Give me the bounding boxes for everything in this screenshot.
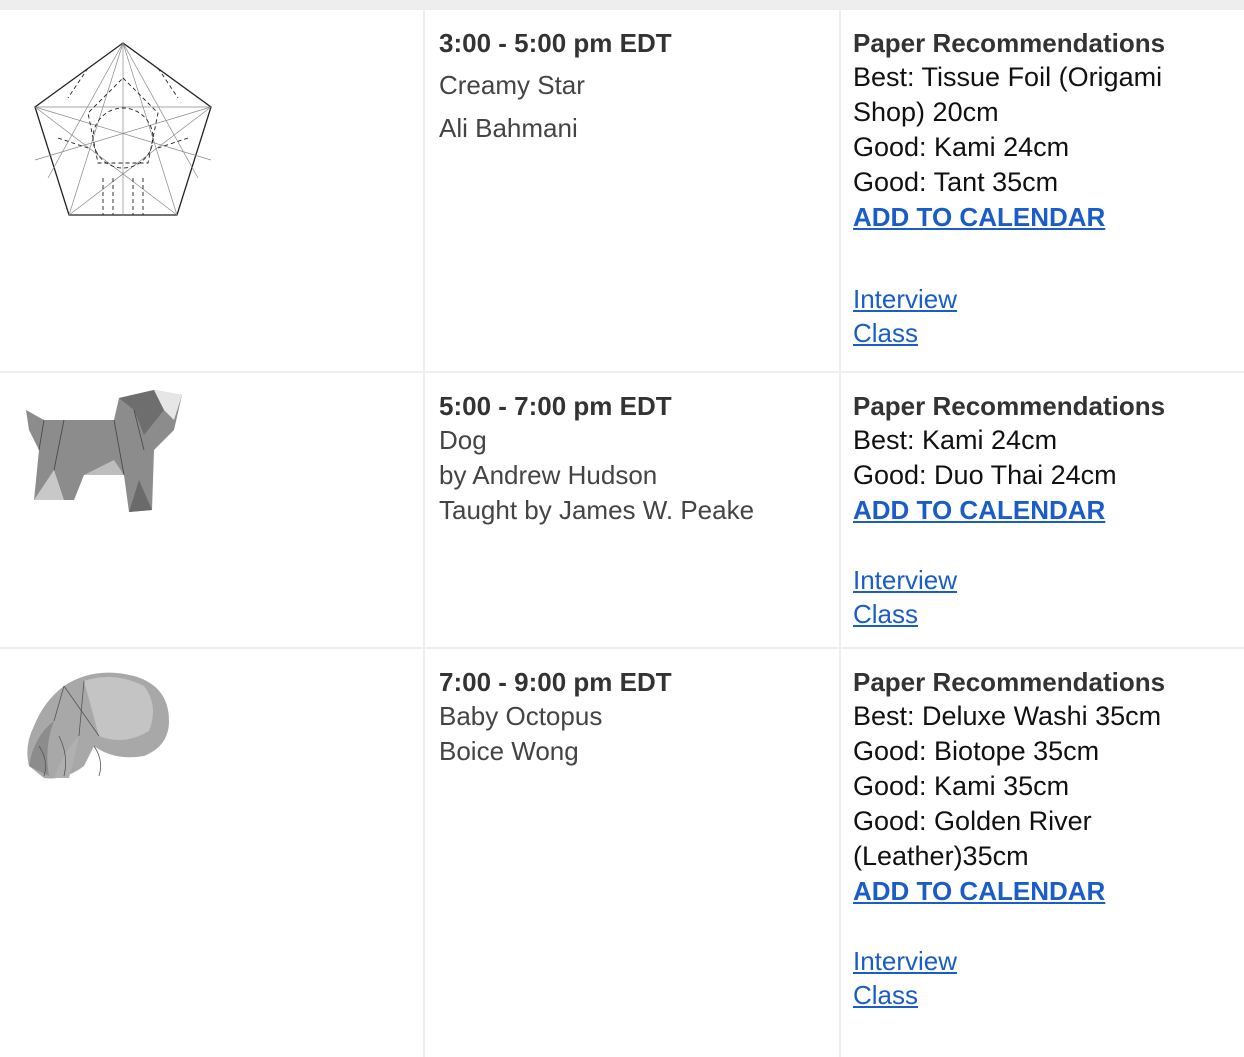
paper-line: Best: Deluxe Washi 35cm: [853, 701, 1162, 731]
table-row: [0, 10, 1244, 373]
table-row: [0, 649, 1244, 1057]
class-link[interactable]: Class: [853, 318, 919, 348]
session-time: 7:00 - 9:00 pm EDT: [439, 667, 672, 697]
paper-line: Good: Kami 35cm: [853, 771, 1070, 801]
interview-link[interactable]: Interview: [853, 565, 958, 595]
paper-recommendations-title: Paper Recommendations: [853, 667, 1166, 697]
paper-recommendations: [841, 649, 1244, 1057]
designer-name: by Andrew Hudson: [439, 460, 658, 490]
paper-recommendations-title: Paper Recommendations: [853, 391, 1166, 421]
model-image-cell: [0, 373, 425, 647]
paper-recommendations: [841, 373, 1244, 647]
paper-line: (Leather)35cm: [853, 841, 1029, 871]
designer-name: Boice Wong: [439, 736, 579, 766]
model-name: Dog: [439, 425, 487, 455]
interview-link[interactable]: Interview: [853, 946, 958, 976]
paper-line: Best: Tissue Foil (Origami: [853, 62, 1163, 92]
paper-line: Good: Kami 24cm: [853, 132, 1070, 162]
pentagon-crease-pattern-image: [28, 38, 218, 220]
session-info: [425, 10, 841, 371]
paper-line: Good: Duo Thai 24cm: [853, 460, 1117, 490]
class-link[interactable]: Class: [853, 599, 919, 629]
paper-recommendations: [841, 10, 1244, 371]
model-name: Baby Octopus: [439, 701, 603, 731]
paper-line: Good: Tant 35cm: [853, 167, 1059, 197]
session-time: 5:00 - 7:00 pm EDT: [439, 391, 672, 421]
add-to-calendar-link[interactable]: ADD TO CALENDAR: [853, 495, 1106, 525]
paper-line: Good: Golden River: [853, 806, 1092, 836]
add-to-calendar-link[interactable]: ADD TO CALENDAR: [853, 202, 1106, 232]
paper-line: Best: Kami 24cm: [853, 425, 1058, 455]
add-to-calendar-link[interactable]: ADD TO CALENDAR: [853, 876, 1106, 906]
top-bar: [0, 0, 1244, 10]
origami-octopus-image: [24, 666, 172, 786]
session-time: 3:00 - 5:00 pm EDT: [439, 28, 672, 58]
designer-name: Ali Bahmani: [439, 113, 578, 143]
session-info: [425, 373, 841, 647]
class-link[interactable]: Class: [853, 980, 919, 1010]
model-image-cell: [0, 649, 425, 1057]
interview-link[interactable]: Interview: [853, 284, 958, 314]
table-row: [0, 373, 1244, 649]
teacher-name: Taught by James W. Peake: [439, 495, 755, 525]
model-name: Creamy Star: [439, 70, 585, 100]
paper-recommendations-title: Paper Recommendations: [853, 28, 1166, 58]
paper-line: Good: Biotope 35cm: [853, 736, 1100, 766]
session-info: [425, 649, 841, 1057]
model-image-cell: [0, 10, 425, 371]
origami-dog-image: [24, 390, 184, 514]
paper-line: Shop) 20cm: [853, 97, 999, 127]
